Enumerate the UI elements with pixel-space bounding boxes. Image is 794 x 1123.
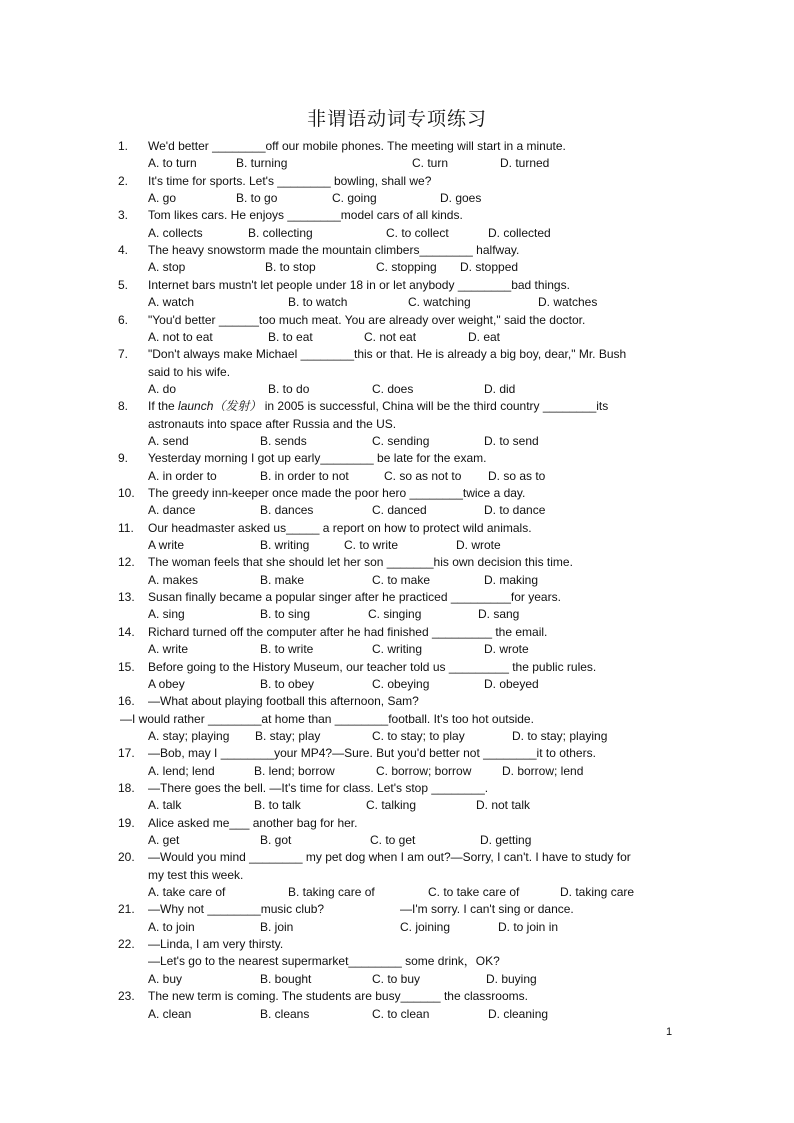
answer-option: D. not talk	[476, 798, 531, 813]
answer-option: A. get	[148, 833, 180, 847]
answer-option: C. joining	[400, 919, 451, 934]
answer-option: C. singing	[368, 607, 422, 622]
answer-option: C. watching	[408, 295, 471, 310]
question-number: 1.	[118, 139, 129, 153]
question-text: The heavy snowstorm made the mountain climbers________ halfway.	[148, 243, 520, 258]
answer-option: D. did	[484, 381, 516, 396]
question-number: 5.	[118, 277, 129, 292]
answer-option: D. making	[484, 572, 539, 587]
answer-option: D. wrote	[456, 538, 501, 553]
answer-option: A. talk	[148, 798, 182, 813]
answer-option: A. watch	[148, 295, 195, 310]
question-text: "Don't always make Michael ________this or that. He is already a big boy, dear," Mr. Bush	[148, 347, 627, 362]
question-number: 23.	[118, 989, 135, 1004]
answer-option: D. goes	[440, 191, 482, 206]
answer-option: D. wrote	[484, 642, 529, 657]
answer-option: A. dance	[148, 503, 196, 518]
answer-option: D. cleaning	[488, 1006, 549, 1021]
question-stem	[0, 485, 794, 502]
question-number: 12.	[118, 555, 135, 570]
question-number: 4.	[118, 243, 129, 258]
answer-option: C. to buy	[372, 971, 421, 986]
answer-option: C. turn	[412, 156, 449, 171]
question-text: Tom likes cars. He enjoys ________model cars of all kinds.	[148, 208, 463, 223]
answer-option: C. going	[332, 191, 377, 206]
answer-option: C. to take care of	[428, 885, 520, 900]
question-stem	[0, 520, 794, 537]
question-text-cont: said to his wife.	[148, 364, 231, 379]
question-number: 3.	[118, 208, 129, 223]
question-stem	[0, 936, 794, 953]
question-text: —Linda, I am very thirsty.	[148, 937, 284, 952]
answer-option: B. in order to not	[260, 468, 349, 483]
question-number: 16.	[118, 694, 135, 709]
question-number: 7.	[118, 347, 129, 362]
answer-option: C. so as not to	[384, 468, 462, 483]
question-stem	[0, 589, 794, 606]
question-text-cont: my test this week.	[148, 867, 244, 882]
question-stem	[0, 312, 794, 329]
answer-option: D. so as to	[488, 468, 546, 483]
answer-option: C. to write	[344, 538, 399, 553]
answer-option: A. go	[148, 191, 177, 206]
question-text: —Why not ________music club?	[148, 902, 325, 917]
answer-option: A. not to eat	[148, 329, 213, 344]
answer-option: B. lend; borrow	[254, 763, 335, 778]
answer-option: C. to stay; to play	[372, 728, 465, 743]
question-number: 22.	[118, 937, 135, 952]
question-text-cont: —I'm sorry. I can't sing or dance.	[400, 902, 574, 917]
question-text: Our headmaster asked us_____ a report on how to protect wild animals.	[148, 520, 532, 535]
answer-option: A. to turn	[148, 156, 197, 171]
question-stem	[0, 207, 794, 224]
question-text-cont: —I would rather ________at home than ________football. It's too hot outside.	[120, 711, 534, 726]
answer-option: C. to clean	[372, 1006, 430, 1021]
answer-option: C. writing	[372, 642, 423, 657]
question-text-cont: astronauts into space after Russia and the US.	[148, 416, 397, 431]
answer-option: A. do	[148, 381, 177, 396]
answer-option: B. join	[260, 919, 294, 934]
answer-option: D. getting	[480, 833, 532, 847]
answer-option: B. taking care of	[288, 885, 375, 900]
question-stem	[0, 659, 794, 676]
answer-option: A. in order to	[148, 468, 217, 483]
answer-option: A obey	[148, 676, 185, 691]
question-text: The greedy inn-keeper once made the poor hero ________twice a day.	[148, 486, 526, 500]
question-text: We'd better ________off our mobile phones. The meeting will start in a minute.	[148, 139, 566, 153]
question-number: 17.	[118, 746, 135, 761]
question-stem	[0, 745, 794, 762]
question-text: Before going to the History Museum, our teacher told us _________ the public rules.	[148, 659, 597, 674]
question-text: Susan finally became a popular singer after he practiced _________for years.	[148, 590, 561, 605]
answer-option: C. obeying	[372, 676, 430, 691]
answer-option: B. sends	[260, 433, 307, 448]
question-text: Internet bars mustn't let people under 18 in or let anybody ________bad things.	[148, 277, 570, 292]
question-stem	[0, 554, 794, 571]
answer-option: B. to do	[268, 381, 310, 396]
question-stem	[0, 346, 794, 363]
question-text: The woman feels that she should let her son _______his own decision this time.	[148, 555, 573, 570]
question-number: 9.	[118, 451, 129, 466]
answer-option: B. stay; play	[255, 728, 321, 743]
question-stem	[0, 173, 794, 190]
answer-option: C. danced	[372, 503, 427, 518]
question-stem	[0, 398, 794, 415]
question-text: "You'd better ______too much meat. You are already over weight," said the doctor.	[148, 312, 586, 327]
question-text-part: in 2005 is successful, China will be the third country ________its	[261, 399, 609, 414]
answer-option: A. send	[148, 433, 189, 448]
question-text-italic: launch（发射）	[178, 399, 262, 414]
question-stem	[0, 277, 794, 294]
question-stem	[0, 780, 794, 797]
answer-option: C. sending	[372, 433, 430, 448]
question-text	[148, 398, 608, 415]
answer-option: C. to collect	[386, 225, 449, 240]
question-stem	[0, 138, 794, 155]
question-text: —Bob, may I ________your MP4?—Sure. But you'd better not ________it to others.	[148, 746, 596, 761]
answer-option: A. lend; lend	[148, 763, 215, 778]
answer-option: A. take care of	[148, 885, 226, 900]
question-text: —There goes the bell. —It's time for class. Let's stop ________.	[148, 780, 489, 795]
question-stem	[0, 849, 794, 866]
answer-option: D. to dance	[484, 503, 546, 518]
question-stem	[0, 693, 794, 710]
answer-option: D. buying	[486, 971, 537, 986]
question-number: 20.	[118, 850, 135, 865]
question-number: 10.	[118, 486, 135, 500]
answer-option: D. to stay; playing	[512, 728, 608, 743]
answer-option: D. watches	[538, 295, 598, 310]
answer-option: D. borrow; lend	[502, 763, 584, 778]
answer-option: A. clean	[148, 1006, 192, 1021]
answer-option: B. to write	[260, 642, 314, 657]
answer-option: C. talking	[366, 798, 417, 813]
question-stem	[0, 901, 794, 918]
answer-option: D. stopped	[460, 260, 519, 275]
question-number: 2.	[118, 173, 129, 188]
question-number: 19.	[118, 815, 135, 830]
answer-option: C. borrow; borrow	[376, 763, 472, 778]
answer-option: A. write	[148, 642, 189, 657]
answer-option: B. writing	[260, 538, 310, 553]
question-stem	[0, 624, 794, 641]
answer-option: B. to sing	[260, 607, 311, 622]
answer-option: B. cleans	[260, 1006, 310, 1021]
answer-option: A. buy	[148, 971, 183, 986]
answer-option: C. stopping	[376, 260, 437, 275]
question-text: It's time for sports. Let's ________ bowling, shall we?	[148, 173, 432, 188]
question-text: Richard turned off the computer after he had finished _________ the email.	[148, 624, 548, 639]
answer-option: C. not eat	[364, 329, 417, 344]
answer-option: C. to get	[370, 833, 416, 847]
question-text: Yesterday morning I got up early________ be late for the exam.	[148, 451, 487, 466]
question-number: 11.	[118, 520, 134, 535]
answer-option: A. stay; playing	[148, 728, 230, 743]
answer-option: D. turned	[500, 156, 550, 171]
question-text: —What about playing football this afternoon, Sam?	[148, 694, 419, 709]
answer-option: B. to eat	[268, 329, 313, 344]
question-number: 21.	[118, 902, 135, 917]
answer-option: B. make	[260, 572, 305, 587]
answer-option: A. collects	[148, 225, 203, 240]
question-text: —Would you mind ________ my pet dog when I am out?—Sorry, I can't. I have to study for	[148, 850, 631, 865]
answer-option: A. stop	[148, 260, 186, 275]
answer-option: A. to join	[148, 919, 195, 934]
answer-option: B. to obey	[260, 676, 315, 691]
question-number: 18.	[118, 780, 135, 795]
answer-option: B. to watch	[288, 295, 348, 310]
answer-option: A. makes	[148, 572, 199, 587]
answer-option: B. to stop	[265, 260, 316, 275]
answer-option: D. obeyed	[484, 676, 539, 691]
question-stem	[0, 815, 794, 832]
question-text-cont: —Let's go to the nearest supermarket________ some drink，OK?	[148, 954, 500, 969]
question-stem	[0, 450, 794, 467]
answer-option: B. to talk	[254, 798, 301, 813]
question-number: 14.	[118, 624, 135, 639]
answer-option: A write	[148, 538, 185, 553]
question-number: 8.	[118, 399, 129, 414]
answer-option: D. collected	[488, 225, 551, 240]
answer-option: D. taking care	[560, 885, 635, 900]
question-text: Alice asked me___ another bag for her.	[148, 815, 358, 830]
answer-option: D. sang	[478, 607, 520, 622]
page-number: 1	[666, 1026, 673, 1038]
question-number: 6.	[118, 312, 129, 327]
answer-option: D. to join in	[498, 919, 559, 934]
answer-option: B. bought	[260, 971, 312, 986]
answer-option: D. to send	[484, 433, 539, 448]
answer-option: B. to go	[236, 191, 278, 206]
question-text: The new term is coming. The students are busy______ the classrooms.	[148, 989, 528, 1004]
answer-option: B. got	[260, 833, 292, 847]
question-text-part: If the	[148, 399, 179, 414]
question-stem	[0, 242, 794, 259]
answer-option: A. sing	[148, 607, 185, 622]
page-title: 非谓语动词专项练习	[306, 108, 487, 130]
question-number: 15.	[118, 659, 135, 674]
answer-option: D. eat	[468, 329, 501, 344]
answer-option: B. dances	[260, 503, 314, 518]
answer-option: C. to make	[372, 572, 431, 587]
question-number: 13.	[118, 590, 135, 605]
question-stem	[0, 988, 794, 1005]
answer-option: B. collecting	[248, 225, 313, 240]
answer-option: C. does	[372, 381, 414, 396]
answer-option: B. turning	[236, 156, 288, 171]
